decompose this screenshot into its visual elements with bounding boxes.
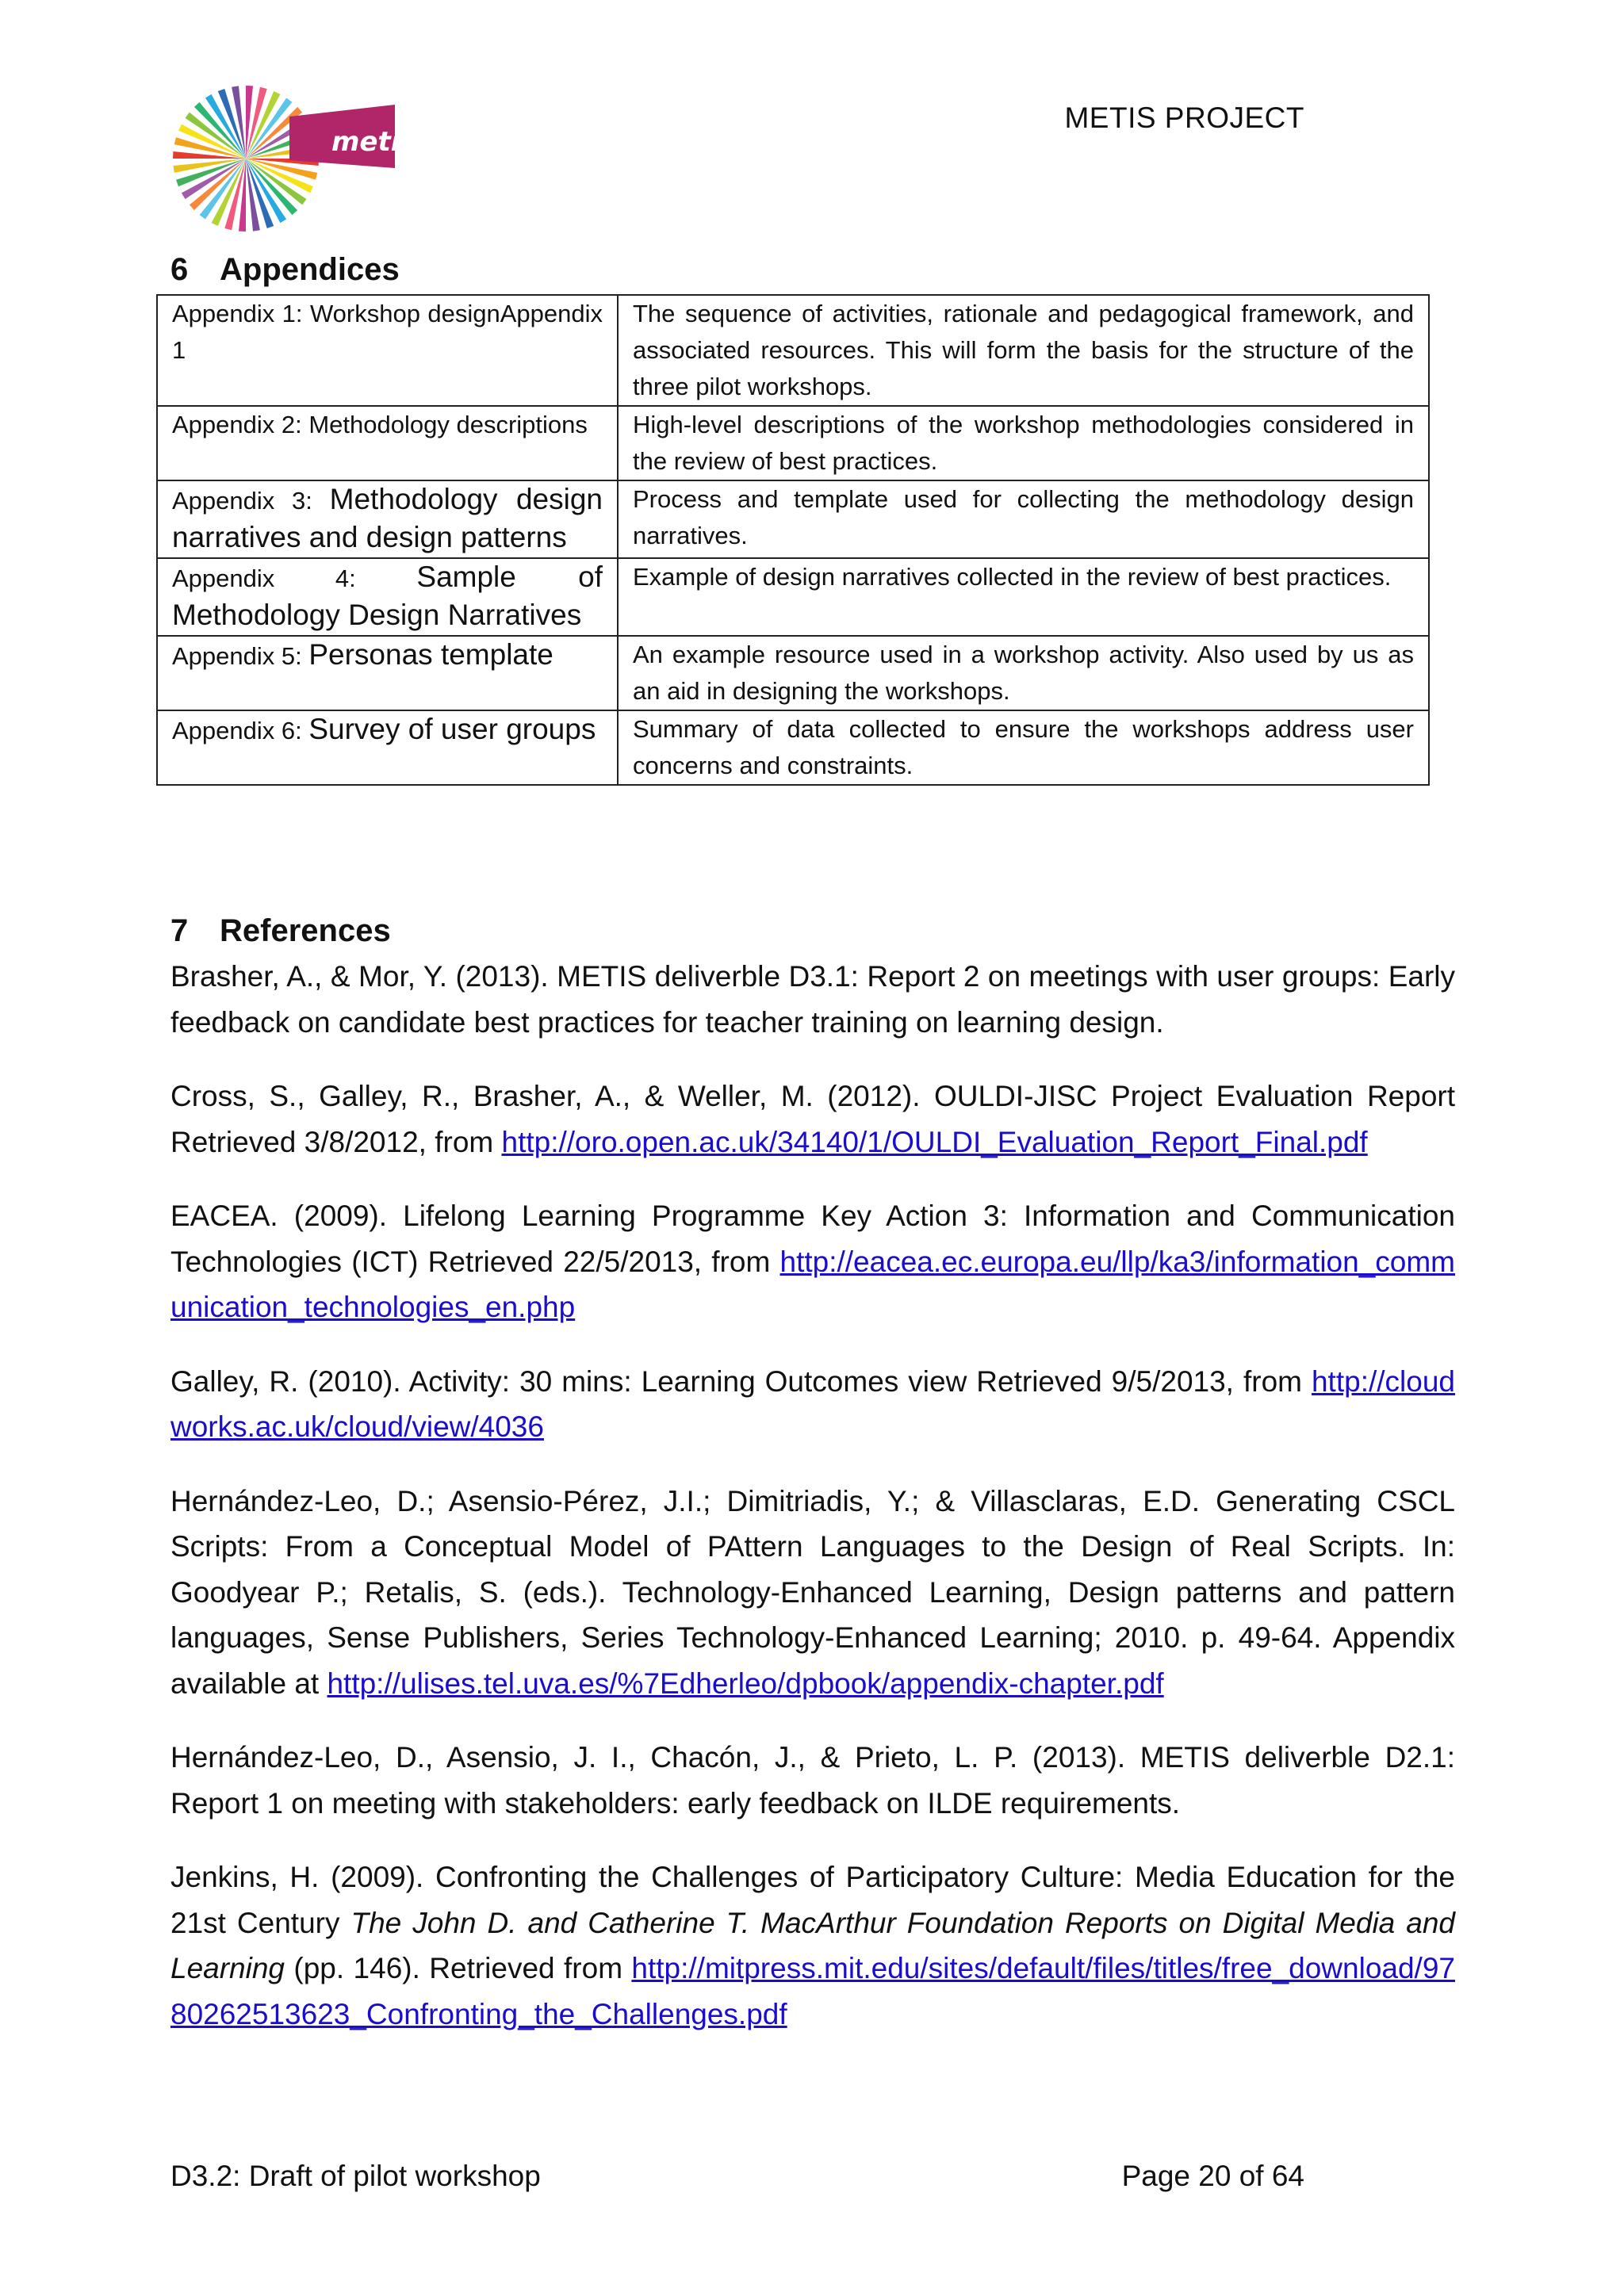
reference-entry bbox=[170, 1193, 1455, 1330]
appendix-description-cell: Example of design narratives collected in the review of best practices. bbox=[618, 558, 1429, 636]
reference-text: Jenkins, H. (2009). Confronting the Challenges of Participatory Culture: Media Education for the 21st Century bbox=[170, 1861, 1455, 1939]
appendix-name: designAppendix 1 bbox=[172, 300, 603, 364]
reference-entry bbox=[170, 1073, 1455, 1165]
reference-link[interactable]: http://eacea.ec.europa.eu/llp/ka3/information_communication_technologies_en.php bbox=[170, 1245, 1455, 1323]
appendix-description-cell: High-level descriptions of the workshop methodologies considered in the review of best practices. bbox=[618, 406, 1429, 480]
appendix-title-cell bbox=[157, 558, 618, 636]
appendix-title-cell bbox=[157, 710, 618, 785]
appendix-row bbox=[157, 710, 1429, 785]
reference-entry bbox=[170, 1359, 1455, 1450]
logo-ray bbox=[173, 151, 246, 159]
logo-text: metis bbox=[331, 126, 416, 158]
reference-link[interactable]: http://cloudworks.ac.uk/cloud/view/4036 bbox=[170, 1364, 1455, 1443]
appendix-row bbox=[157, 480, 1429, 558]
appendix-row bbox=[157, 558, 1429, 636]
appendix-prefix: Appendix 3: bbox=[172, 487, 312, 515]
appendices-heading-number: 6 bbox=[170, 252, 189, 287]
appendices-heading bbox=[170, 252, 400, 288]
appendix-name: descriptions bbox=[456, 411, 588, 438]
appendix-prefix: Appendix 1: Workshop bbox=[172, 300, 420, 327]
appendix-row bbox=[157, 295, 1429, 406]
appendix-description-cell: The sequence of activities, rationale and pedagogical framework, and associated resources. This will form the basis for the structure of the three pilot workshops. bbox=[618, 295, 1429, 406]
appendix-name: Sample of Methodology Design Narratives bbox=[172, 561, 603, 631]
appendix-prefix: Appendix 5: bbox=[172, 642, 302, 670]
references-list bbox=[170, 954, 1455, 2065]
reference-text: Galley, R. (2010). Activity: 30 mins: Learning Outcomes view Retrieved 9/5/2013, from bbox=[170, 1364, 1312, 1398]
appendix-prefix: Appendix 6: bbox=[172, 717, 302, 744]
appendix-title-cell bbox=[157, 636, 618, 710]
appendix-name: Methodology design narratives and design patterns bbox=[172, 483, 603, 553]
reference-text-continued: (pp. 146). Retrieved from bbox=[285, 1952, 632, 1984]
reference-text: EACEA. (2009). Lifelong Learning Programme Key Action 3: Information and Communication Technologies (ICT) Retrieved 22/5/2013, from bbox=[170, 1200, 1455, 1278]
reference-text: Brasher, A., & Mor, Y. (2013). METIS deliverble D3.1: Report 2 on meetings with user groups: Early feedback on candidate best practices for teacher training on learning design. bbox=[170, 960, 1455, 1039]
appendix-description-cell: An example resource used in a workshop activity. Also used by us as an aid in designing the workshops. bbox=[618, 636, 1429, 710]
logo-ray bbox=[246, 86, 253, 159]
reference-text: Hernández-Leo, D.; Asensio-Pérez, J.I.; Dimitriadis, Y.; & Villasclaras, E.D. Generating CSCL Scripts: From a Conceptual Model of PAttern Languages to the Design of Real Scripts. In: Goodyear P.; Retalis, S. (eds.). Technology-Enhanced Learning, Design patterns and pattern languages, Sense Publishers, Series Technology-Enhanced Learning; 2010. p. 49-64. Appendix available at bbox=[170, 1484, 1455, 1700]
references-heading bbox=[170, 913, 391, 949]
reference-link[interactable]: http://mitpress.mit.edu/sites/default/files/titles/free_download/9780262513623_Confronting_the_Challenges.pdf bbox=[170, 1952, 1455, 2030]
reference-entry bbox=[170, 1735, 1455, 1826]
reference-entry bbox=[170, 1854, 1455, 2037]
footer-document-title: D3.2: Draft of pilot workshop bbox=[170, 2160, 541, 2192]
appendix-prefix: Appendix 2: Methodology bbox=[172, 411, 450, 438]
appendices-heading-text: Appendices bbox=[220, 252, 400, 287]
appendix-description-cell: Summary of data collected to ensure the workshops address user concerns and constraints. bbox=[618, 710, 1429, 785]
appendix-description-cell: Process and template used for collecting the methodology design narratives. bbox=[618, 480, 1429, 558]
appendix-row bbox=[157, 406, 1429, 480]
appendix-name: Personas template bbox=[308, 638, 553, 671]
appendix-row bbox=[157, 636, 1429, 710]
appendices-table bbox=[156, 294, 1430, 786]
appendix-title-cell bbox=[157, 406, 618, 480]
reference-text: Cross, S., Galley, R., Brasher, A., & Weller, M. (2012). OULDI-JISC Project Evaluation Report Retrieved 3/8/2012, from bbox=[170, 1080, 1455, 1158]
reference-entry bbox=[170, 1479, 1455, 1707]
metis-logo bbox=[170, 73, 416, 241]
reference-italic-title: The John D. and Catherine T. MacArthur Foundation Reports on Digital Media and Learning bbox=[170, 1906, 1455, 1984]
appendix-prefix: Appendix 4: bbox=[172, 564, 356, 592]
reference-link[interactable]: http://oro.open.ac.uk/34140/1/OULDI_Evaluation_Report_Final.pdf bbox=[501, 1125, 1368, 1158]
reference-text: Hernández-Leo, D., Asensio, J. I., Chacón, J., & Prieto, L. P. (2013). METIS deliverble D2.1: Report 1 on meeting with stakeholders: early feedback on ILDE requirements. bbox=[170, 1741, 1455, 1820]
appendix-name: Survey of user groups bbox=[308, 713, 596, 745]
appendix-title-cell bbox=[157, 480, 618, 558]
references-heading-text: References bbox=[220, 913, 391, 948]
page-footer bbox=[170, 2160, 1304, 2193]
reference-entry bbox=[170, 954, 1455, 1045]
appendix-title-cell bbox=[157, 295, 618, 406]
footer-page-number: Page 20 of 64 bbox=[1121, 2160, 1304, 2192]
logo-ray bbox=[239, 159, 246, 232]
reference-link[interactable]: http://ulises.tel.uva.es/%7Edherleo/dpbook/appendix-chapter.pdf bbox=[327, 1667, 1164, 1700]
references-heading-number: 7 bbox=[170, 913, 189, 948]
header-title: METIS PROJECT bbox=[1064, 101, 1304, 134]
